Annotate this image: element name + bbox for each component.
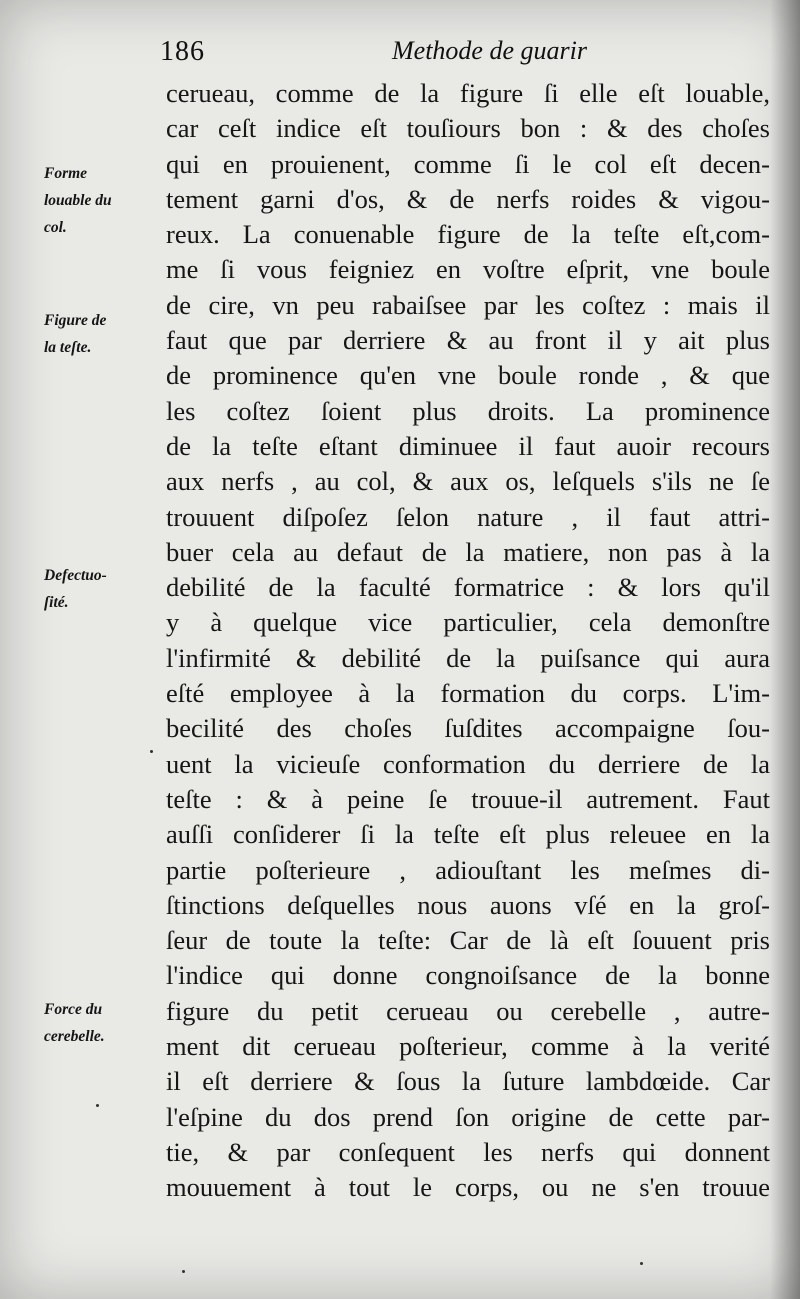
text-line: aux nerfs , au col, & aux os, leſquels s'ils ne ſe	[166, 466, 770, 497]
text-line: l'indice qui donne congnoiſsance de la bonne	[166, 960, 770, 991]
text-line: car ceſt indice eſt touſiours bon : & des choſes	[166, 113, 770, 144]
margin-note-forme-louable	[44, 160, 166, 241]
margin-note-line: Figure de	[44, 312, 107, 329]
text-line: becilité des choſes ſuſdites accompaigne ſou-	[166, 713, 770, 744]
page-number: 186	[160, 36, 205, 67]
text-line: tie, & par conſequent les nerfs qui donnent	[166, 1136, 770, 1167]
text-line: l'eſpine du dos prend ſon origine de cette par-	[166, 1101, 770, 1132]
margin-note-line: col.	[44, 219, 67, 236]
text-line: eſté employee à la formation du corps. L'im-	[166, 678, 770, 709]
margin-note-line: cerebelle.	[44, 1028, 105, 1045]
margin-note-line: louable du	[44, 192, 112, 209]
text-line: y à quelque vice particulier, cela demonſtre	[166, 607, 770, 638]
page-header	[160, 36, 720, 76]
body-text	[166, 76, 770, 1206]
text-line: il eſt derriere & ſous la ſuture lambdœide. Car	[166, 1066, 770, 1097]
paper-speck	[640, 1262, 643, 1265]
text-line: l'infirmité & debilité de la puiſsance qui aura	[166, 642, 770, 673]
text-line: cerueau, comme de la figure ſi elle eſt louable,	[166, 78, 770, 108]
text-line: figure du petit cerueau ou cerebelle , autre-	[166, 995, 770, 1026]
text-line: ment dit cerueau poſterieur, comme à la verité	[166, 1031, 770, 1062]
text-line: me ſi vous feigniez en voſtre eſprit, vne boule	[166, 254, 770, 285]
text-line: trouuent diſpoſez ſelon nature , il faut attri-	[166, 501, 770, 532]
text-line: mouuement à tout le corps, ou ne s'en trouue	[166, 1172, 770, 1203]
margin-note-figure-teste	[44, 307, 166, 361]
text-line: tement garni d'os, & de nerfs roides & vigou-	[166, 183, 770, 214]
text-line: teſte : & à peine ſe trouue-il autrement. Faut	[166, 783, 770, 814]
text-line: buer cela au defaut de la matiere, non pas à la	[166, 536, 770, 567]
text-line: faut que par derriere & au front il y ait plus	[166, 325, 770, 356]
paper-speck	[182, 1270, 185, 1273]
text-line: de la teſte eſtant diminuee il faut auoir recours	[166, 430, 770, 461]
margin-note-line: ſité.	[44, 594, 69, 611]
running-title: Methode de guarir	[392, 36, 587, 65]
text-line: de prominence qu'en vne boule ronde , & que	[166, 360, 770, 391]
text-line: ſtinctions deſquelles nous auons vſé en la groſ-	[166, 889, 770, 920]
text-line: reux. La conuenable figure de la teſte eſt,com-	[166, 219, 770, 250]
text-line: debilité de la faculté formatrice : & lors qu'il	[166, 572, 770, 603]
paper-speck	[96, 1104, 99, 1107]
margin-note-force-cerebelle	[44, 996, 166, 1050]
paper-speck	[150, 750, 153, 753]
text-line: de cire, vn peu rabaiſsee par les coſtez : mais il	[166, 289, 770, 320]
margin-note-line: Defectuo-	[44, 567, 107, 584]
margin-note-line: Forme	[44, 165, 88, 182]
text-line: qui en prouienent, comme ſi le col eſt decen-	[166, 148, 770, 179]
margin-note-defectuosite	[44, 562, 166, 616]
margin-note-line: la teſte.	[44, 339, 92, 356]
text-line: les coſtez ſoient plus droits. La prominence	[166, 395, 770, 426]
text-line: ſeur de toute la teſte: Car de là eſt ſouuent pris	[166, 925, 770, 956]
margin-note-line: Force du	[44, 1001, 103, 1018]
text-line: auſſi conſiderer ſi la teſte eſt plus releuee en la	[166, 819, 770, 850]
page-edge-shadow	[770, 0, 800, 1299]
text-line: partie poſterieure , adiouſtant les meſmes di-	[166, 854, 770, 885]
text-line: uent la vicieuſe conformation du derriere de la	[166, 748, 770, 779]
